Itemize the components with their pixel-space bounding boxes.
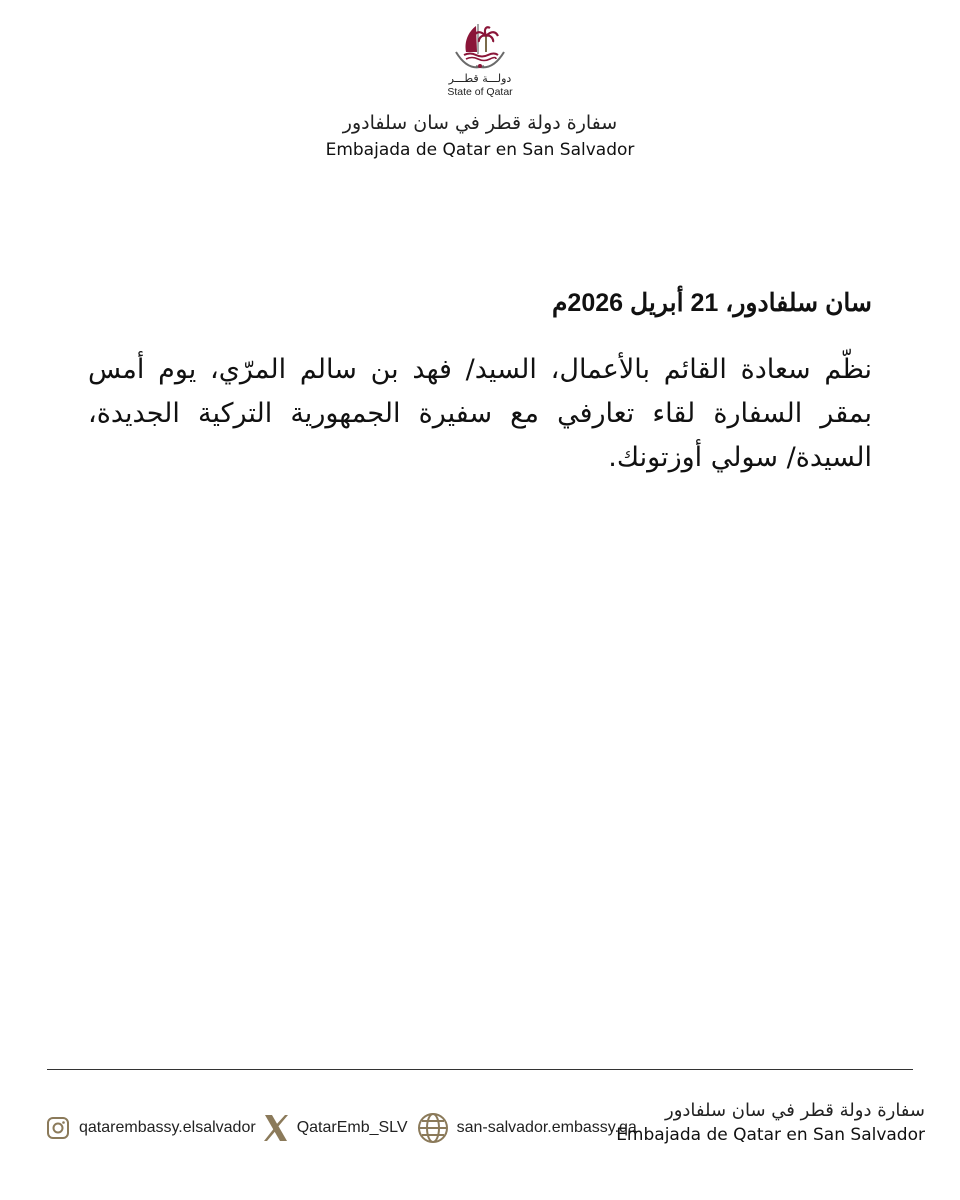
instagram-link[interactable] (46, 1116, 256, 1140)
social-links (46, 1108, 637, 1148)
embassy-name-spanish: Embajada de Qatar en San Salvador (325, 140, 635, 160)
footer-embassy-arabic: سفارة دولة قطر في سان سلفادور (665, 1100, 925, 1121)
press-release (88, 288, 872, 480)
instagram-handle: qatarembassy.elsalvador (79, 1119, 256, 1136)
qatar-emblem-icon (450, 22, 510, 74)
embassy-name-arabic: سفارة دولة قطر في سان سلفادور (342, 112, 618, 134)
instagram-icon (46, 1116, 70, 1140)
website-link[interactable] (408, 1112, 637, 1144)
globe-icon (417, 1112, 449, 1144)
body-paragraph: نظّم سعادة القائم بالأعمال، السيد/ فهد بن سالم المرّي، يوم أمس بمقر السفارة لقاء تعارفي مع سفيرة الجمهورية التركية الجديدة، السيدة/ سولي أوزتونك. (88, 354, 872, 473)
dateline: سان سلفادور، 21 أبريل 2026م (551, 289, 872, 317)
footer-embassy-name (616, 1100, 925, 1145)
x-link[interactable] (256, 1114, 408, 1142)
x-handle: QatarEmb_SLV (296, 1119, 408, 1136)
emblem-arabic-text: دولـــة قطـــر (448, 72, 512, 85)
footer-embassy-spanish: Embajada de Qatar en San Salvador (616, 1125, 925, 1145)
x-logo-icon (263, 1114, 289, 1142)
emblem-english-text: State of Qatar (447, 86, 513, 98)
website-url: san-salvador.embassy.qa (456, 1119, 637, 1136)
letterhead (0, 22, 960, 160)
footer-divider (47, 1069, 913, 1070)
